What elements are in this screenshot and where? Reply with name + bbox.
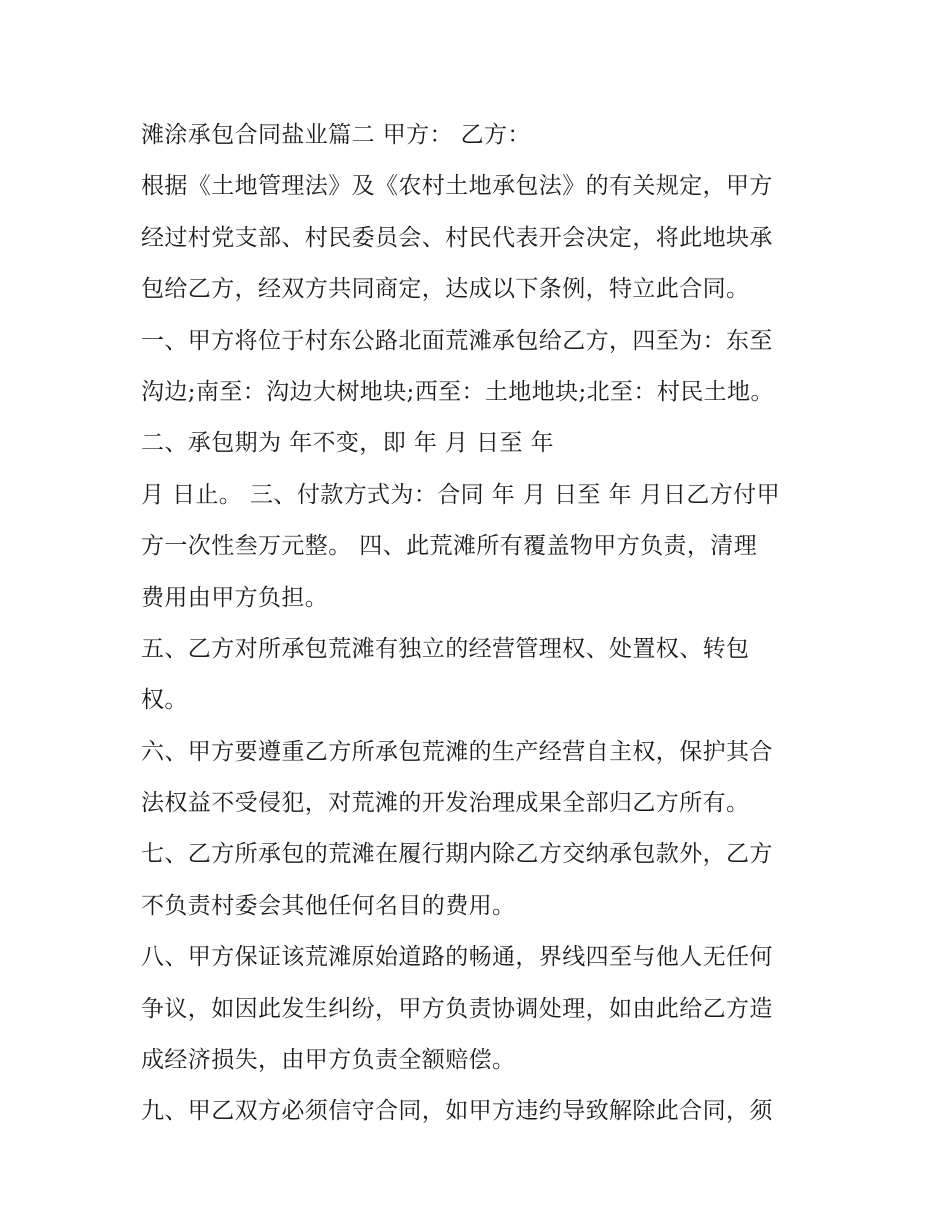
text-line: 六、甲方要遵重乙方所承包荒滩的生产经营自主权，保护其合 (141, 738, 773, 765)
text-line: 二、承包期为 年不变，即 年 月 日至 年 (141, 430, 554, 457)
text-line: 不负责村委会其他任何名目的费用。 (141, 892, 516, 919)
text-line: 方一次性叁万元整。 四、此荒滩所有覆盖物甲方负责，清理 (141, 533, 758, 560)
contract-body (141, 110, 831, 1138)
text-line: 八、甲方保证该荒滩原始道路的畅通，界线四至与他人无任何 (141, 944, 773, 971)
text-line: 根据《土地管理法》及《农村土地承包法》的有关规定，甲方 (141, 173, 773, 200)
text-line: 七、乙方所承包的荒滩在履行期内除乙方交纳承包款外，乙方 (141, 841, 773, 868)
text-line: 争议，如因此发生纠纷，甲方负责协调处理，如由此给乙方造 (141, 995, 773, 1022)
document-title-line: 滩涂承包合同盐业篇二 甲方： 乙方： (141, 122, 531, 148)
text-line: 月 日止。 三、付款方式为：合同 年 月 日至 年 月日乙方付甲 (141, 481, 780, 508)
text-line: 费用由甲方负担。 (141, 584, 329, 611)
text-line: 经过村党支部、村民委员会、村民代表开会决定，将此地块承 (141, 224, 773, 251)
text-line: 包给乙方，经双方共同商定，达成以下条例，特立此合同。 (141, 276, 750, 303)
text-line: 权。 (141, 687, 188, 714)
text-line: 九、甲乙双方必须信守合同，如甲方违约导致解除此合同，须 (141, 1098, 773, 1125)
text-line: 五、乙方对所承包荒滩有独立的经营管理权、处置权、转包 (141, 635, 750, 662)
text-line: 沟边;南至：沟边大树地块;西至：土地地块;北至：村民土地。 (141, 378, 774, 405)
text-line: 一、甲方将位于村东公路北面荒滩承包给乙方，四至为：东至 (141, 327, 773, 354)
text-line: 成经济损失，由甲方负责全额赔偿。 (141, 1047, 516, 1074)
text-line: 法权益不受侵犯，对荒滩的开发治理成果全部归乙方所有。 (141, 790, 750, 817)
